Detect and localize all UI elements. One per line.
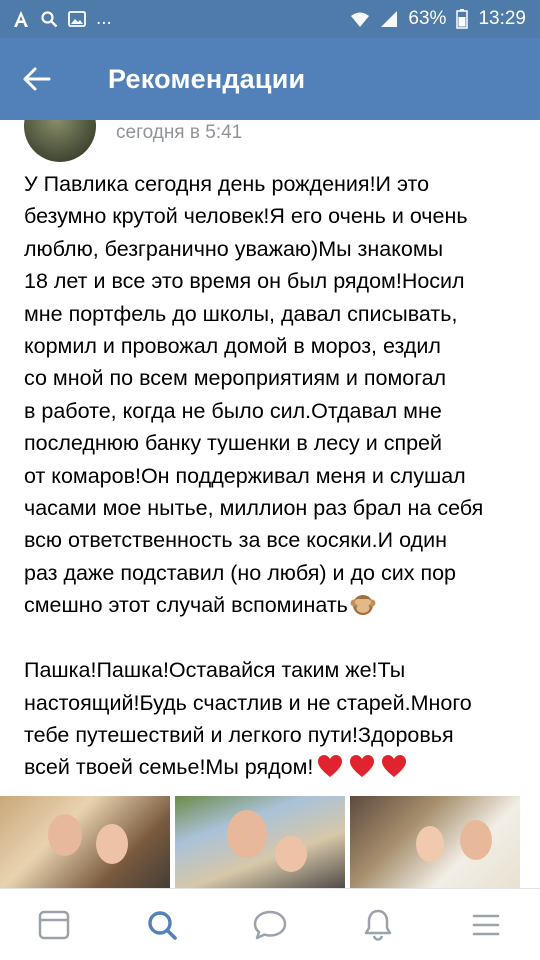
status-time: 13:29 (478, 8, 526, 29)
nav-menu[interactable] (446, 895, 526, 955)
see-no-evil-monkey-icon (350, 591, 376, 617)
messages-icon (252, 909, 288, 941)
notifications-icon (362, 908, 394, 942)
battery-percent: 63% (408, 8, 447, 29)
post-text-part1: У Павлика сегодня день рождения!И это безумно крутой человек!Я его очень и очень люблю, безгранично уважаю)Мы знакомы 18 лет и все это время он был рядом!Носил мне портфель до школы, давал списывать, кормил и провожал домой в мороз, ездил со мной по всем мероприятиям и помогал в работе, когда не было сил.Отдавал мне последнюю банку тушенки в лесу и спрей от комаров!Он поддерживал меня и слушал часами мое нытье, миллион раз брал на себя всю ответственность за все косяки.И один раз даже подставил (но любя) и до сих пор смешно этот случай вспоминать (24, 172, 484, 618)
wifi-icon (350, 10, 370, 28)
post-photos (0, 796, 540, 888)
arrow-left-icon (23, 67, 51, 91)
search-icon (145, 908, 179, 942)
status-right (350, 8, 526, 30)
red-heart-icon (317, 754, 343, 778)
notification-a-icon (12, 10, 30, 28)
hearts (317, 754, 413, 787)
avatar[interactable] (24, 120, 96, 162)
back-button[interactable] (0, 38, 74, 120)
page-title: Рекомендации (108, 63, 306, 94)
status-bar (0, 0, 540, 38)
post-time[interactable]: сегодня в 5:41 (116, 122, 243, 143)
post-photo[interactable] (350, 796, 520, 888)
nav-messages[interactable] (230, 895, 310, 955)
post-text (24, 168, 524, 788)
post-photo[interactable] (175, 796, 345, 888)
signal-icon (380, 10, 398, 28)
post-photo[interactable] (0, 796, 170, 888)
nav-news[interactable] (14, 895, 94, 955)
status-more: ... (96, 8, 112, 29)
news-icon (37, 909, 71, 941)
gallery-icon (68, 10, 86, 28)
nav-search[interactable] (122, 895, 202, 955)
battery-icon (456, 9, 468, 29)
red-heart-icon (349, 754, 375, 778)
app-header (0, 38, 540, 120)
red-heart-icon (381, 754, 407, 778)
menu-icon (470, 911, 502, 939)
search-status-icon (40, 10, 58, 28)
bottom-nav (0, 888, 540, 960)
status-left (12, 8, 112, 30)
nav-notifications[interactable] (338, 895, 418, 955)
feed-content[interactable] (0, 120, 540, 888)
post-text-part2: Пашка!Пашка!Оставайся таким же!Ты настоящий!Будь счастлив и не старей.Много тебе путешествий и легкого пути!Здоровья всей твоей семье!Мы рядом! (24, 658, 472, 780)
